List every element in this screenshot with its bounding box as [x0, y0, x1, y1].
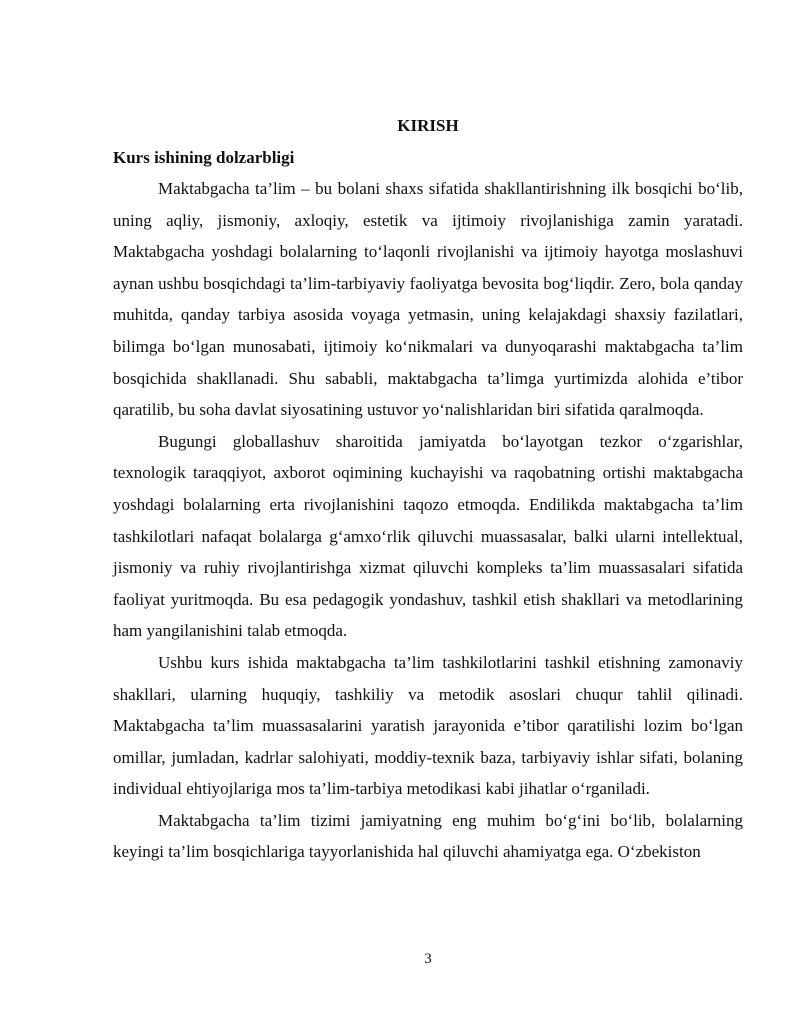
- paragraph: Bugungi globallashuv sharoitida jamiyatda bo‘layotgan tezkor o‘zgarishlar, texnologik taraqqiyot, axborot oqimining kuchayishi va raqobatning ortishi maktabgacha yoshdagi bolalarning erta rivojlanishini taqozo etmoqda. Endilikda maktabgacha ta’lim tashkilotlari nafaqat bolalarga g‘amxo‘rlik qiluvchi muassasalar, balki ularni intellektual, jismoniy va ruhiy rivojlantirishga xizmat qiluvchi kompleks ta’lim muassasalari sifatida faoliyat yuritmoqda. Bu esa pedagogik yondashuv, tashkil etish shakllari va metodlarining ham yangilanishini talab etmoqda.: [113, 431, 743, 641]
- paragraph: Maktabgacha ta’lim tizimi jamiyatning eng muhim bo‘g‘ini bo‘lib, bolalarning keyingi ta’lim bosqichlariga tayyorlanishida hal qiluvchi ahamiyatga ega. O‘zbekiston: [113, 810, 743, 862]
- subsection-heading: Kurs ishining dolzarbligi: [113, 148, 295, 167]
- paragraph: Ushbu kurs ishida maktabgacha ta’lim tashkilotlarini tashkil etishning zamonaviy shakllari, ularning huquqiy, tashkiliy va metodik asoslari chuqur tahlil qilinadi. Maktabgacha ta’lim muassasalarini yaratish jarayonida e’tibor qaratilishi lozim bo‘lgan omillar, jumladan, kadrlar salohiyati, moddiy-texnik baza, tarbiyaviy ishlar sifati, bolaning individual ehtiyojlariga mos ta’lim-tarbiya metodikasi kabi jihatlar o‘rganiladi.: [113, 652, 743, 799]
- body-text: [113, 173, 743, 868]
- section-heading: KIRISH: [397, 116, 459, 135]
- paragraph: Maktabgacha ta’lim – bu bolani shaxs sifatida shakllantirishning ilk bosqichi bo‘lib, uning aqliy, jismoniy, axloqiy, estetik va ijtimoiy rivojlanishiga zamin yaratadi. Maktabgacha yoshdagi bolalarning to‘laqonli rivojlanishi va ijtimoiy hayotga moslashuvi aynan ushbu bosqichdagi ta’lim-tarbiyaviy faoliyatga bevosita bog‘liqdir. Zero, bola qanday muhitda, qanday tarbiya asosida voyaga yetmasin, uning kelajakdagi shaxsiy fazilatlari, bilimga bo‘lgan munosabati, ijtimoiy ko‘nikmalari va dunyoqarashi maktabgacha ta’lim bosqichida shakllanadi. Shu sababli, maktabgacha ta’limga yurtimizda alohida e’tibor qaratilib, bu soha davlat siyosatining ustuvor yo‘nalishlaridan biri sifatida qaralmoqda.: [113, 179, 743, 420]
- page-number: 3: [424, 951, 432, 967]
